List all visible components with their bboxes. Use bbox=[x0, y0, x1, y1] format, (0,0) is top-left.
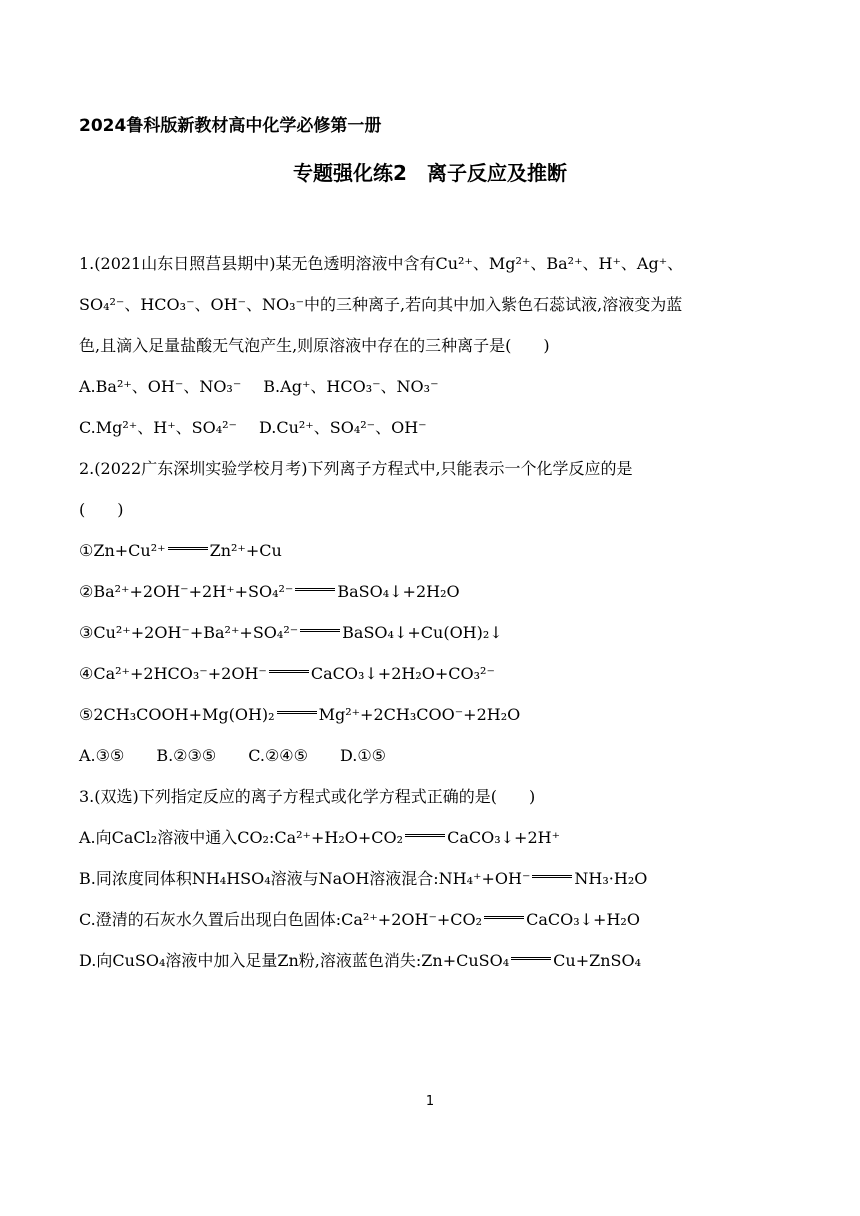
question-1-option-a: A.Ba²⁺、OH⁻、NO₃⁻ bbox=[79, 377, 242, 396]
equals-sign bbox=[295, 588, 335, 591]
question-1-option-c: C.Mg²⁺、H⁺、SO₄²⁻ bbox=[79, 418, 237, 437]
question-2-equation-4 bbox=[79, 662, 495, 686]
question-1-option-b: B.Ag⁺、HCO₃⁻、NO₃⁻ bbox=[263, 377, 439, 396]
question-1-line-3: 色,且滴入足量盐酸无气泡产生,则原溶液中存在的三种离子是( ) bbox=[79, 336, 550, 355]
equals-sign bbox=[511, 957, 551, 960]
question-3-option-a bbox=[79, 826, 560, 850]
equation-left: ③Cu²⁺+2OH⁻+Ba²⁺+SO₄²⁻ bbox=[79, 623, 299, 642]
question-2-options: A.③⑤ B.②③⑤ C.②④⑤ D.①⑤ bbox=[79, 746, 387, 765]
equation-right: CaCO₃↓+2H⁺ bbox=[447, 828, 561, 847]
question-1-line-1: 1.(2021山东日照莒县期中)某无色透明溶液中含有Cu²⁺、Mg²⁺、Ba²⁺、H⁺、Ag⁺、 bbox=[79, 254, 684, 273]
document-header: 2024鲁科版新教材高中化学必修第一册 bbox=[79, 116, 382, 136]
equation-right: NH₃·H₂O bbox=[574, 869, 648, 888]
equation-right: BaSO₄↓+Cu(OH)₂↓ bbox=[342, 623, 503, 642]
equals-sign bbox=[269, 670, 309, 673]
document-title: 专题强化练2 离子反应及推断 bbox=[293, 161, 567, 185]
equals-sign bbox=[405, 834, 445, 837]
equation-right: Cu+ZnSO₄ bbox=[553, 951, 642, 970]
question-1-options-cd bbox=[79, 416, 427, 440]
page-number: 1 bbox=[425, 1094, 435, 1109]
question-2-line-1: 2.(2022广东深圳实验学校月考)下列离子方程式中,只能表示一个化学反应的是 bbox=[79, 459, 633, 478]
equals-sign bbox=[484, 916, 524, 919]
question-3-option-b bbox=[79, 867, 647, 891]
question-2-equation-1 bbox=[79, 539, 282, 563]
equals-sign bbox=[277, 711, 317, 714]
equation-left: D.向CuSO₄溶液中加入足量Zn粉,溶液蓝色消失:Zn+CuSO₄ bbox=[79, 951, 510, 970]
question-1-options-ab bbox=[79, 375, 439, 399]
question-3-option-d bbox=[79, 949, 641, 973]
question-2-equation-2 bbox=[79, 580, 460, 604]
equation-right: CaCO₃↓+H₂O bbox=[526, 910, 640, 929]
question-3-line-1: 3.(双选)下列指定反应的离子方程式或化学方程式正确的是( ) bbox=[79, 787, 536, 806]
equation-left: B.同浓度同体积NH₄HSO₄溶液与NaOH溶液混合:NH₄⁺+OH⁻ bbox=[79, 869, 531, 888]
equation-left: ⑤2CH₃COOH+Mg(OH)₂ bbox=[79, 705, 275, 724]
equation-right: BaSO₄↓+2H₂O bbox=[337, 582, 460, 601]
equals-sign bbox=[532, 875, 572, 878]
equals-sign bbox=[300, 629, 340, 632]
question-2-equation-5 bbox=[79, 703, 520, 727]
equation-left: ①Zn+Cu²⁺ bbox=[79, 541, 166, 560]
equation-left: C.澄清的石灰水久置后出现白色固体:Ca²⁺+2OH⁻+CO₂ bbox=[79, 910, 483, 929]
equation-right: Zn²⁺+Cu bbox=[209, 541, 282, 560]
equation-right: CaCO₃↓+2H₂O+CO₃²⁻ bbox=[310, 664, 495, 683]
equation-left: ④Ca²⁺+2HCO₃⁻+2OH⁻ bbox=[79, 664, 267, 683]
question-3-option-c bbox=[79, 908, 640, 932]
question-1-option-d: D.Cu²⁺、SO₄²⁻、OH⁻ bbox=[259, 418, 427, 437]
equals-sign bbox=[168, 547, 208, 550]
equation-left: ②Ba²⁺+2OH⁻+2H⁺+SO₄²⁻ bbox=[79, 582, 294, 601]
question-2-line-2: ( ) bbox=[79, 500, 124, 519]
equation-right: Mg²⁺+2CH₃COO⁻+2H₂O bbox=[318, 705, 521, 724]
question-1-line-2: SO₄²⁻、HCO₃⁻、OH⁻、NO₃⁻中的三种离子,若向其中加入紫色石蕊试液,溶液变为蓝 bbox=[79, 295, 683, 314]
question-2-equation-3 bbox=[79, 621, 503, 645]
equation-left: A.向CaCl₂溶液中通入CO₂:Ca²⁺+H₂O+CO₂ bbox=[79, 828, 404, 847]
